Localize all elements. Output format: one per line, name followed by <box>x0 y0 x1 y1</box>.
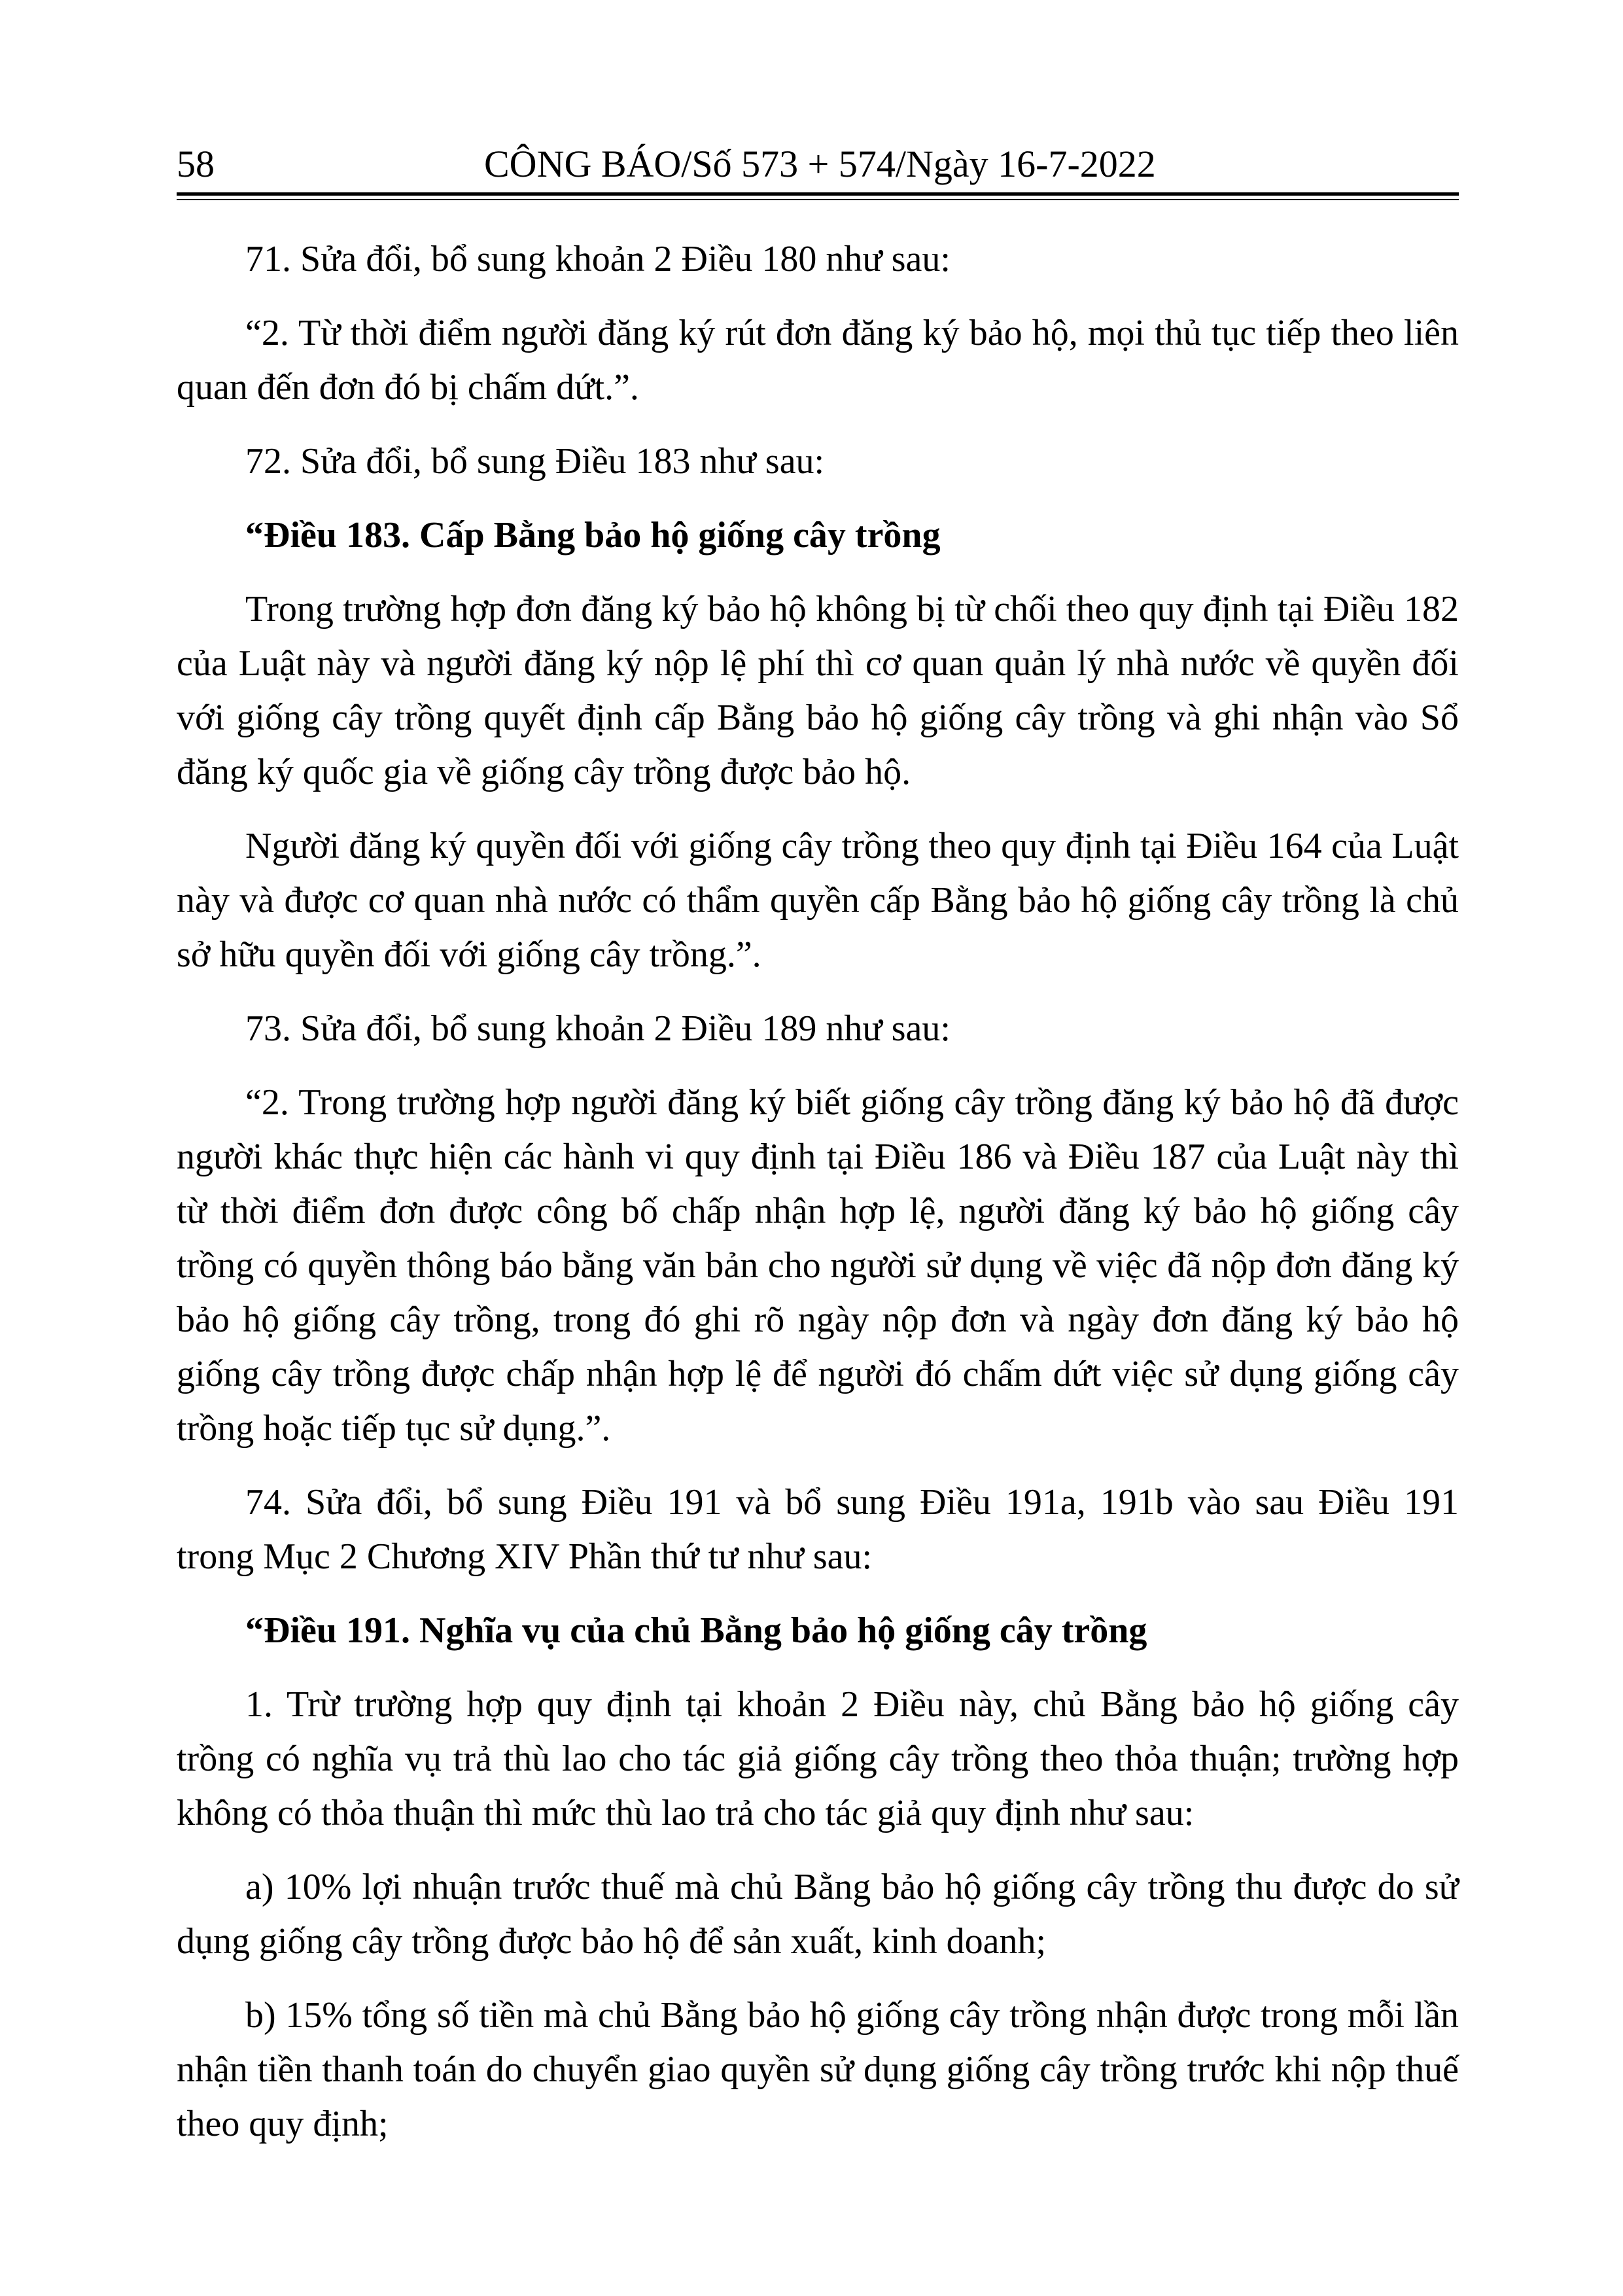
amended-clause-189-2: “2. Trong trường hợp người đăng ký biết giống cây trồng đăng ký bảo hộ đã được người khác thực hiện các hành vi quy định tại Điều 186 và Điều 187 của Luật này thì từ thời điểm đơn được công bố chấp nhận hợp lệ, người đăng ký bảo hộ giống cây trồng có quyền thông báo bằng văn bản cho người sử dụng về việc đã nộp đơn đăng ký bảo hộ giống cây trồng, trong đó ghi rõ ngày nộp đơn và ngày đơn đăng ký bảo hộ giống cây trồng được chấp nhận hợp lệ để người đó chấm dứt việc sử dụng giống cây trồng hoặc tiếp tục sử dụng.”. <box>177 1082 1459 1449</box>
page-number: 58 <box>177 143 215 185</box>
header-rule-thick <box>177 192 1459 196</box>
document-body <box>177 232 1459 2171</box>
article-183-paragraph-2: Người đăng ký quyền đối với giống cây trồng theo quy định tại Điều 164 của Luật này và được cơ quan nhà nước có thẩm quyền cấp Bằng bảo hộ giống cây trồng là chủ sở hữu quyền đối với giống cây trồng.”. <box>177 826 1459 975</box>
article-191-point-b: b) 15% tổng số tiền mà chủ Bằng bảo hộ giống cây trồng nhận được trong mỗi lần nhận tiền thanh toán do chuyển giao quyền sử dụng giống cây trồng trước khi nộp thuế theo quy định; <box>177 1995 1459 2144</box>
amendment-item-72: 72. Sửa đổi, bổ sung Điều 183 như sau: <box>245 441 825 482</box>
amendment-item-71: 71. Sửa đổi, bổ sung khoản 2 Điều 180 như sau: <box>245 239 951 279</box>
article-183-heading: “Điều 183. Cấp Bằng bảo hộ giống cây trồng <box>245 515 941 556</box>
article-191-point-a: a) 10% lợi nhuận trước thuế mà chủ Bằng bảo hộ giống cây trồng thu được do sử dụng giống cây trồng được bảo hộ để sản xuất, kinh doanh; <box>177 1867 1459 1962</box>
article-183-paragraph-1: Trong trường hợp đơn đăng ký bảo hộ không bị từ chối theo quy định tại Điều 182 của Luật này và người đăng ký nộp lệ phí thì cơ quan quản lý nhà nước về quyền đối với giống cây trồng quyết định cấp Bằng bảo hộ giống cây trồng và ghi nhận vào Sổ đăng ký quốc gia về giống cây trồng được bảo hộ. <box>177 589 1459 792</box>
header-rule-thin <box>177 199 1459 200</box>
amended-clause-180-2: “2. Từ thời điểm người đăng ký rút đơn đăng ký bảo hộ, mọi thủ tục tiếp theo liên quan đến đơn đó bị chấm dứt.”. <box>177 313 1459 408</box>
amendment-item-74: 74. Sửa đổi, bổ sung Điều 191 và bổ sung Điều 191a, 191b vào sau Điều 191 trong Mục 2 Chương XIV Phần thứ tư như sau: <box>177 1482 1459 1577</box>
page-header <box>177 131 1459 190</box>
article-191-heading: “Điều 191. Nghĩa vụ của chủ Bằng bảo hộ giống cây trồng <box>245 1610 1147 1651</box>
amendment-item-73: 73. Sửa đổi, bổ sung khoản 2 Điều 189 như sau: <box>245 1008 951 1049</box>
gazette-page <box>177 131 1459 2144</box>
gazette-title: CÔNG BÁO/Số 573 + 574/Ngày 16-7-2022 <box>484 143 1156 185</box>
article-191-clause-1: 1. Trừ trường hợp quy định tại khoản 2 Điều này, chủ Bằng bảo hộ giống cây trồng có nghĩa vụ trả thù lao cho tác giả giống cây trồng theo thỏa thuận; trường hợp không có thỏa thuận thì mức thù lao trả cho tác giả quy định như sau: <box>177 1684 1459 1833</box>
